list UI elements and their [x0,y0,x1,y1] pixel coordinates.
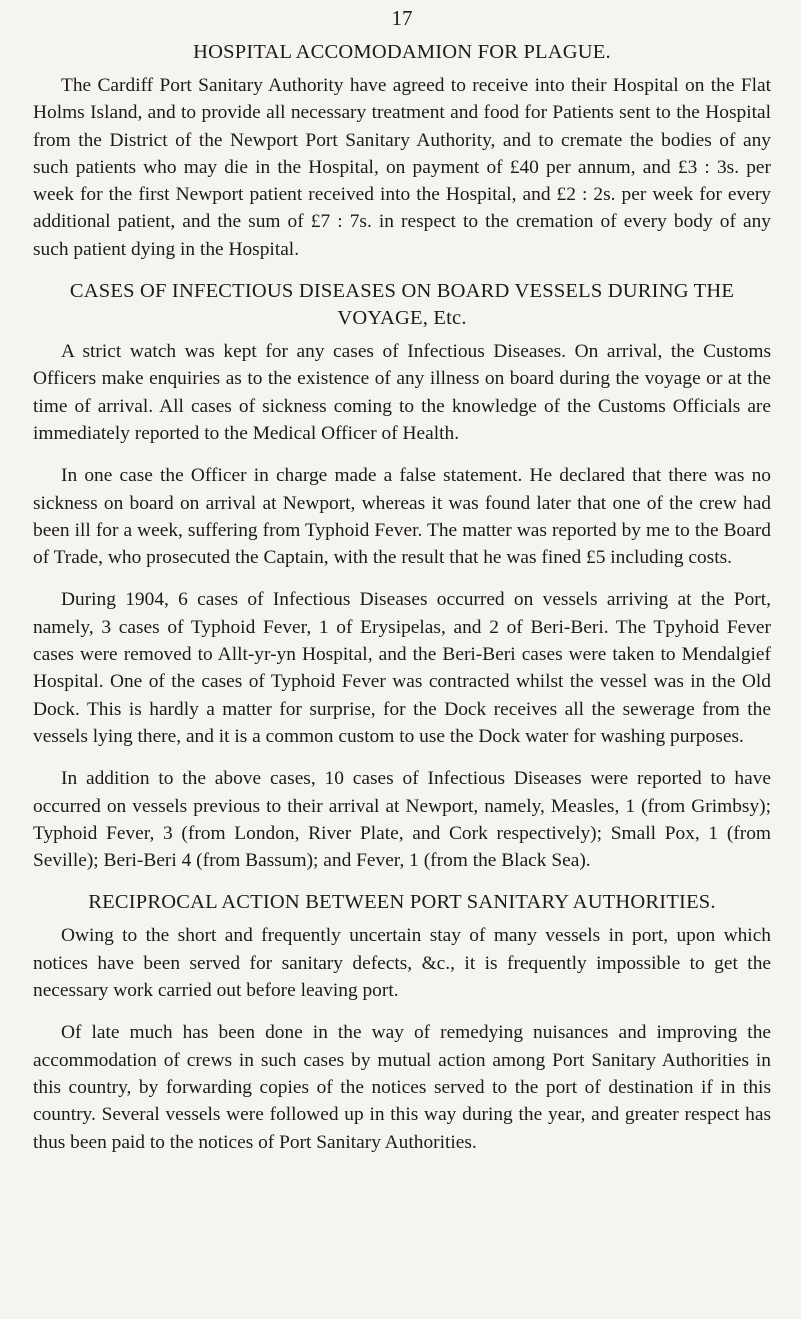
paragraph: The Cardiff Port Sanitary Authority have agreed to receive into their Hospital on the Flat Holms Island, and to provide all necessary treatment and food for Patients sent to the Hospital from the District of the Newport Port Sanitary Authority, and to cremate the bodies of any such patients who may die in the Hospital, on payment of £40 per annum, and £3 : 3s. per week for the first Newport patient received into the Hospital, and £2 : 2s. per week for every additional patient, and the sum of £7 : 7s. in respect to the cremation of every body of any such patient dying in the Hospital. [33,75,771,260]
page-number: 17 [391,6,413,30]
paragraph: A strict watch was kept for any cases of Infectious Diseases. On arrival, the Customs Officers make enquiries as to the existence of any illness on board during the voyage or at the time of arrival. All cases of sickness coming to the knowledge of the Customs Officials are immediately reported to the Medical Officer of Health. [33,341,771,444]
section-heading-infectious-diseases: CASES OF INFECTIOUS DISEASES ON BOARD VESSELS DURING THE VOYAGE, Etc. [69,280,735,330]
paragraph: Owing to the short and frequently uncertain stay of many vessels in port, upon which notices have been served for sanitary defects, &c., it is frequently impossible to get the necessary work carried out before leaving port. [33,925,771,1002]
paragraph: During 1904, 6 cases of Infectious Diseases occurred on vessels arriving at the Port, namely, 3 cases of Typhoid Fever, 1 of Erysipelas, and 2 of Beri-Beri. The Tpyhoid Fever cases were removed to Allt-yr-yn Hospital, and the Beri-Beri cases were taken to Mendalgief Hospital. One of the cases of Typhoid Fever was contracted whilst the vessel was in the Old Dock. This is hardly a matter for surprise, for the Dock receives all the sewerage from the vessels lying there, and it is a common custom to use the Dock water for washing purposes. [33,589,771,747]
section-heading-plague-hospital: HOSPITAL ACCOMODAMION FOR PLAGUE. [193,41,611,63]
paragraph: Of late much has been done in the way of remedying nuisances and improving the accommodation of crews in such cases by mutual action among Port Sanitary Authorities in this country, by forwarding copies of the notices served to the port of destination if in this country. Several vessels were followed up in this way during the year, and greater respect has thus been paid to the notices of Port Sanitary Authorities. [33,1022,771,1153]
section-heading-reciprocal-action: RECIPROCAL ACTION BETWEEN PORT SANITARY AUTHORITIES. [88,891,716,914]
paragraph: In addition to the above cases, 10 cases of Infectious Diseases were reported to have occurred on vessels previous to their arrival at Newport, namely, Measles, 1 (from Grimbsy); Typhoid Fever, 3 (from London, River Plate, and Cork respectively); Small Pox, 1 (from Seville); Beri-Beri 4 (from Bassum); and Fever, 1 (from the Black Sea). [33,768,771,872]
paragraph: In one case the Officer in charge made a false statement. He declared that there was no sickness on board on arrival at Newport, whereas it was found later that one of the crew had been ill for a week, suffering from Typhoid Fever. The matter was reported by me to the Board of Trade, who prosecuted the Captain, with the result that he was fined £5 including costs. [33,465,771,569]
